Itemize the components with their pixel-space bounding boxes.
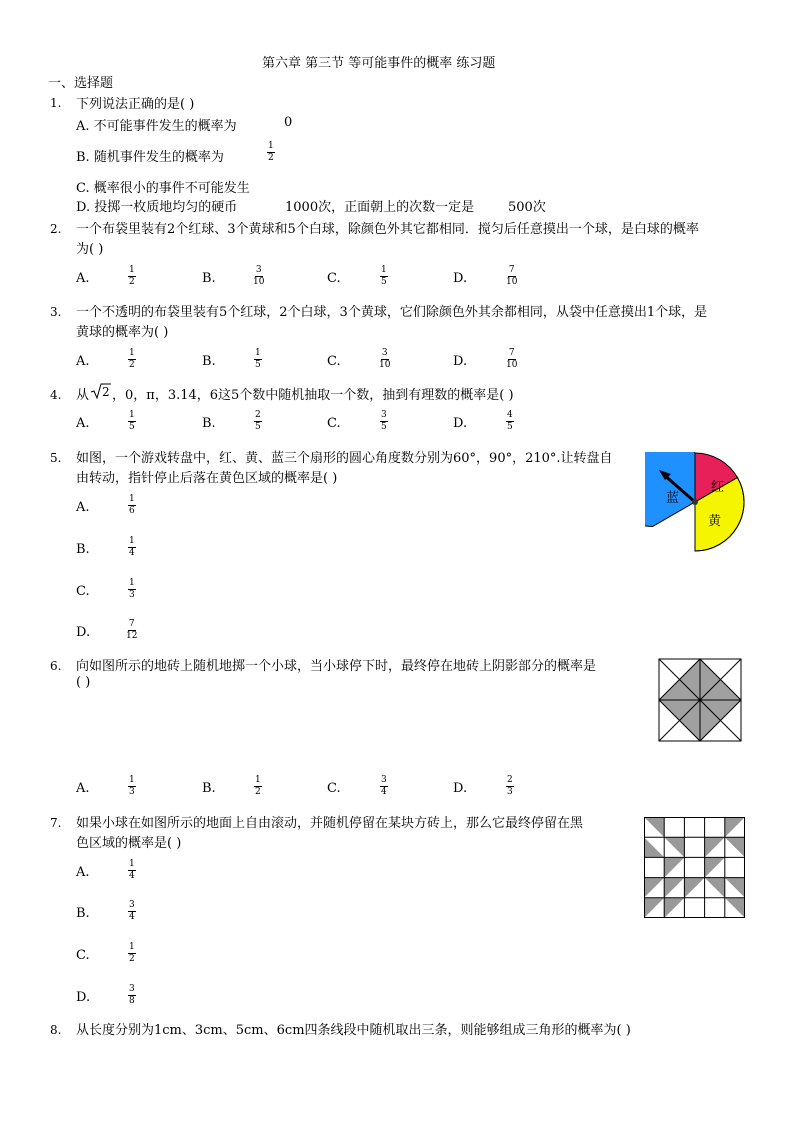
option-b: B. bbox=[202, 354, 216, 369]
option-d: D. bbox=[453, 416, 468, 431]
fraction: $\frac{7}{10}$ bbox=[506, 265, 518, 287]
option-c: C. bbox=[327, 416, 341, 431]
option-a: A. bbox=[76, 271, 90, 286]
question-stem: 一个布袋里装有2个红球、3个黄球和5个白球，除颜色外其它都相同．搅匀后任意摸出一个球，是白球的概率 bbox=[76, 222, 699, 237]
option-c: C. bbox=[327, 354, 341, 369]
option-b: B. bbox=[202, 781, 216, 796]
section-heading: 一、选择题 bbox=[48, 76, 114, 91]
question-number: 3. bbox=[50, 305, 62, 319]
question-stem: 下列说法正确的是( ) bbox=[76, 97, 195, 112]
option-b: B. bbox=[202, 416, 216, 431]
fraction: $\frac{1}{2}$ bbox=[129, 265, 135, 287]
question-number: 8. bbox=[50, 1023, 62, 1037]
fraction: $\frac{3}{4}$ bbox=[129, 900, 135, 922]
fraction: $\frac{4}{5}$ bbox=[507, 410, 513, 432]
fraction: $\frac{3}{4}$ bbox=[381, 775, 387, 797]
option-a: A. 不可能事件发生的概率为 bbox=[76, 119, 237, 134]
option-d: D. bbox=[76, 625, 91, 640]
fraction: $\frac{7}{10}$ bbox=[506, 348, 518, 370]
option-a-value: 0 bbox=[284, 115, 293, 130]
option-d: D. bbox=[453, 781, 468, 796]
fraction: $\frac{1}{3}$ bbox=[129, 578, 135, 600]
option-c: C. 概率很小的事件不可能发生 bbox=[76, 181, 250, 196]
option-c: C. bbox=[76, 584, 90, 599]
option-c: C. bbox=[327, 271, 341, 286]
option-d-end: 500次 bbox=[508, 200, 546, 215]
question-stem: 由转动，指针停止后落在黄色区域的概率是( ) bbox=[76, 471, 338, 486]
pinwheel-grid-figure bbox=[644, 817, 745, 918]
spinner-figure bbox=[645, 452, 745, 552]
option-d-mid: 1000次，正面朝上的次数一定是 bbox=[285, 200, 475, 215]
question-stem: 为( ) bbox=[76, 242, 104, 257]
fraction: $\frac{1}{2}$ bbox=[255, 775, 261, 797]
fraction: $\frac{3}{10}$ bbox=[379, 348, 391, 370]
option-b: B. 随机事件发生的概率为 bbox=[76, 150, 224, 165]
option-a: A. bbox=[76, 500, 90, 515]
question-stem: 向如图所示的地砖上随机地掷一个小球，当小球停下时，最终停在地砖上阴影部分的概率是 bbox=[76, 659, 597, 674]
option-d: D. bbox=[76, 990, 91, 1005]
option-c: C. bbox=[76, 948, 90, 963]
fraction: $\frac{2}{5}$ bbox=[255, 410, 261, 432]
question-number: 2. bbox=[50, 222, 62, 236]
question-stem: 如图，一个游戏转盘中，红、黄、蓝三个扇形的圆心角度数分别为60°，90°，210°.让转盘自 bbox=[76, 451, 613, 466]
option-a: A. bbox=[76, 865, 90, 880]
question-stem: 色区域的概率是( ) bbox=[76, 836, 182, 851]
fraction: $\frac{1}{5}$ bbox=[381, 265, 387, 287]
fraction: $\frac{1}{4}$ bbox=[129, 859, 135, 881]
yellow-label: 黄 bbox=[708, 514, 722, 529]
red-label: 红 bbox=[711, 480, 725, 495]
option-b: B. bbox=[76, 542, 90, 557]
fraction: $\frac{1}{5}$ bbox=[129, 410, 135, 432]
fraction: $\frac{1}{4}$ bbox=[129, 536, 135, 558]
question-stem: 如果小球在如图所示的地面上自由滚动，并随机停留在某块方砖上，那么它最终停留在黑 bbox=[76, 816, 584, 831]
question-stem: ，0，π，3.14，6这5个数中随机抽取一个数，抽到有理数的概率是( ) bbox=[112, 388, 514, 403]
option-a: A. bbox=[76, 781, 90, 796]
question-stem: 黄球的概率为( ) bbox=[76, 325, 169, 340]
floor-tile-figure bbox=[658, 658, 742, 742]
svg-text:2: 2 bbox=[102, 385, 110, 399]
fraction: $\frac{2}{3}$ bbox=[507, 775, 513, 797]
option-a: A. bbox=[76, 416, 90, 431]
fraction: $\frac{3}{8}$ bbox=[129, 984, 135, 1006]
question-number: 1. bbox=[50, 96, 62, 110]
option-c: C. bbox=[327, 781, 341, 796]
question-stem: ( ) bbox=[76, 675, 91, 690]
question-number: 7. bbox=[50, 816, 62, 830]
option-b: B. bbox=[76, 906, 90, 921]
sqrt2-symbol bbox=[90, 382, 112, 400]
fraction: $\frac{1}{2}$ bbox=[129, 942, 135, 964]
fraction: $\frac{1}{3}$ bbox=[129, 775, 135, 797]
fraction: $\frac{3}{5}$ bbox=[381, 410, 387, 432]
fraction: $\frac{3}{10}$ bbox=[253, 265, 265, 287]
fraction: $\frac{1}{2}$ bbox=[268, 141, 274, 163]
fraction: $\frac{1}{6}$ bbox=[129, 494, 135, 516]
option-d: D. bbox=[453, 271, 468, 286]
option-a: A. bbox=[76, 354, 90, 369]
blue-sector bbox=[645, 452, 695, 527]
fraction: $\frac{7}{12}$ bbox=[126, 619, 138, 641]
question-number: 4. bbox=[50, 388, 62, 402]
question-stem: 一个不透明的布袋里装有5个红球，2个白球，3个黄球，它们除颜色外其余都相同，从袋中任意摸出1个球，是 bbox=[76, 305, 708, 320]
fraction: $\frac{1}{5}$ bbox=[255, 348, 261, 370]
option-d: D. 投掷一枚质地均匀的硬币 bbox=[76, 200, 238, 215]
blue-label: 蓝 bbox=[666, 491, 680, 506]
question-number: 6. bbox=[50, 659, 62, 673]
option-d: D. bbox=[453, 354, 468, 369]
fraction: $\frac{1}{2}$ bbox=[129, 348, 135, 370]
option-b: B. bbox=[202, 271, 216, 286]
question-stem-prefix: 从 bbox=[76, 388, 90, 403]
question-stem: 从长度分别为1cm、3cm、5cm、6cm四条线段中随机取出三条，则能够组成三角形的概率为( ) bbox=[76, 1023, 631, 1038]
question-number: 5. bbox=[50, 451, 62, 465]
page-title: 第六章 第三节 等可能事件的概率 练习题 bbox=[262, 56, 496, 71]
